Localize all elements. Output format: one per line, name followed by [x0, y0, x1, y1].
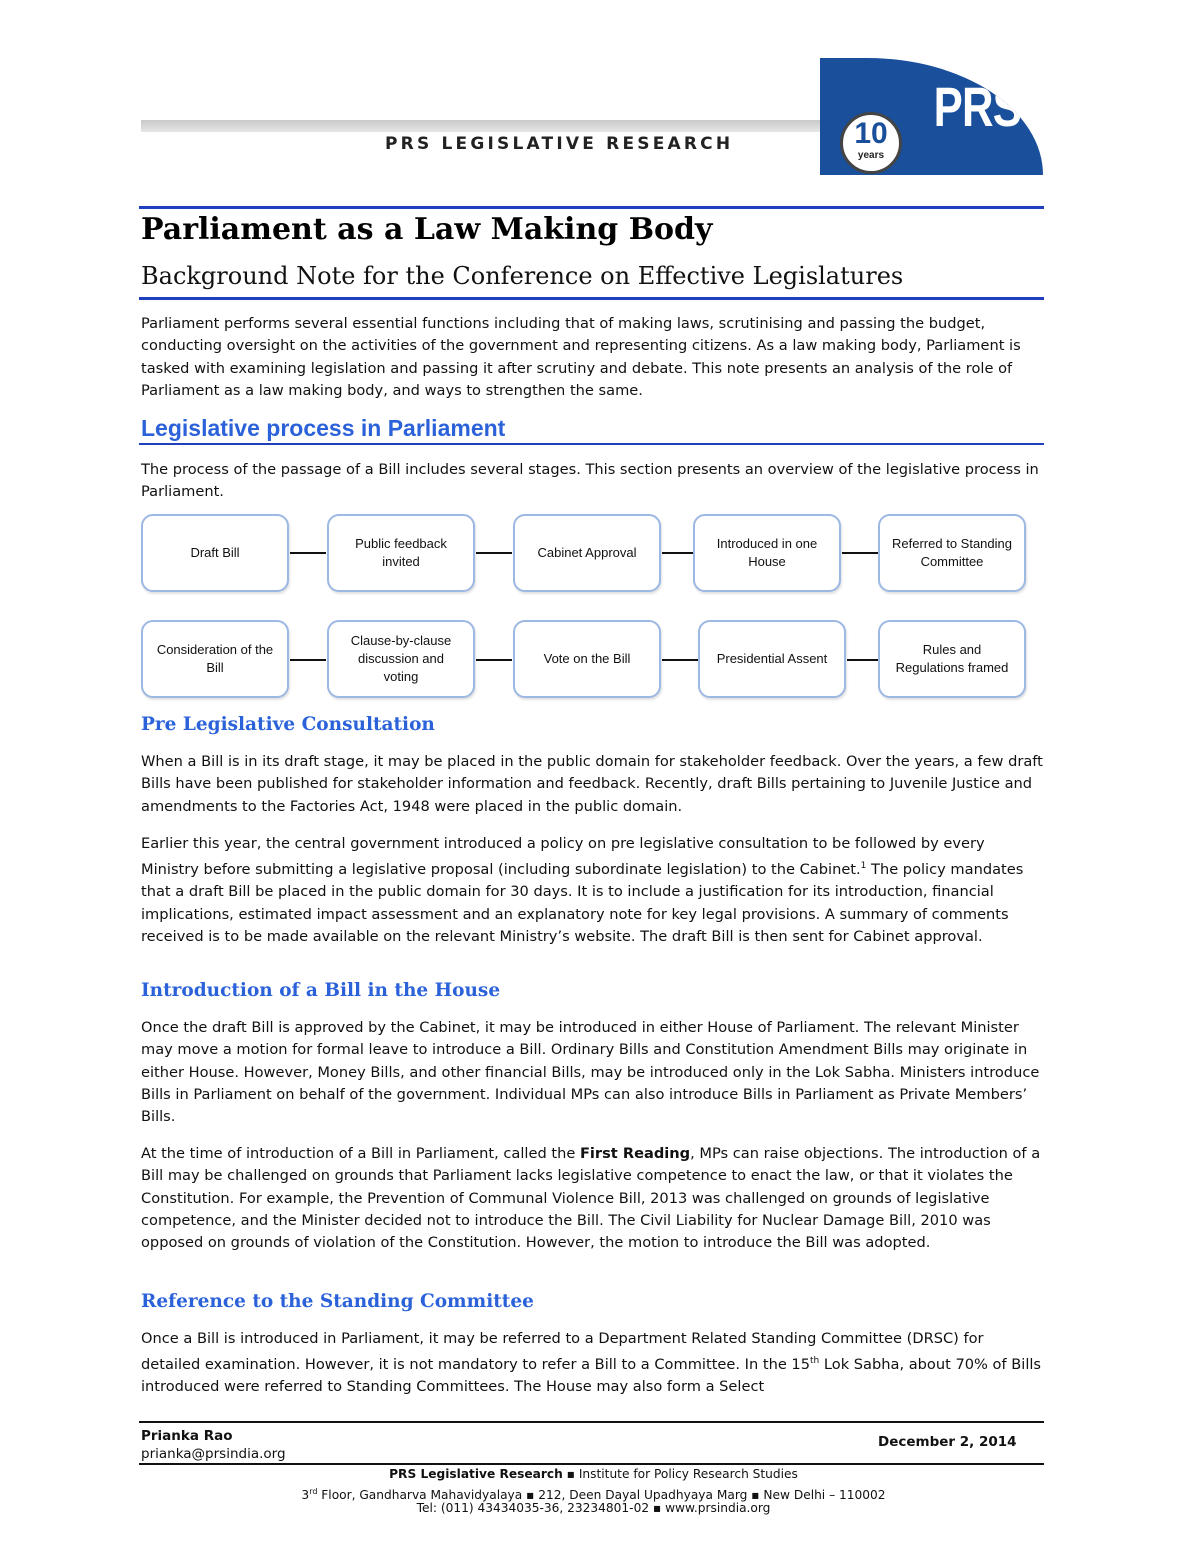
footer-address: 3rd Floor, Gandharva Mahavidyalaya ▪ 212, Deen Dayal Upadhyaya Marg ▪ New Delhi – 110002 [301, 1487, 886, 1503]
introduction-p2: At the time of introduction of a Bill in Parliament, called the First Reading, MPs can raise objections. The introduction of a Bill may be challenged on grounds that Parliament lacks legislative competence to enact the law, or that it violates the Constitution. For example, the Prevention of Communal Violence Bill, 2013 was challenged on grounds of legislative competence, and the Minister decided not to introduce the Bill. The Civil Liability for Nuclear Damage Bill, 2010 was opposed on grounds of violation of the Constitution. However, the motion to introduce the Bill was adopted. [141, 1145, 1041, 1252]
flow-connector [842, 552, 878, 554]
introduction-p1: Once the draft Bill is approved by the Cabinet, it may be introduced in either House of Parliament. The relevant Minister may move a motion for formal leave to introduce a Bill. Ordinary Bills and Constitution Amendment Bills may originate in either House. However, Money Bills, and other financial Bills, may be introduced only in the Lok Sabha. Ministers introduce Bills in Parliament on behalf of the government. Individual MPs can also introduce Bills in Parliament as Private Members’ Bills. [141, 1019, 1040, 1126]
heading-introduction: Introduction of a Bill in the House [141, 980, 501, 1001]
publication-date: December 2, 2014 [878, 1434, 1017, 1450]
author-email[interactable]: prianka@prsindia.org [141, 1446, 286, 1462]
flow-step-cabinet-approval: Cabinet Approval [513, 514, 661, 592]
flow-connector [662, 659, 698, 661]
header-bar [141, 120, 821, 132]
footnote-ref: 1 [860, 861, 867, 872]
first-reading-term: First Reading [579, 1145, 691, 1162]
flow-step-consideration: Consideration of the Bill [141, 620, 289, 698]
badge-label: years [857, 150, 885, 161]
anniversary-badge [840, 112, 902, 174]
flow-step-public-feedback: Public feedback invited [327, 514, 475, 592]
flow-step-clause-by-clause: Clause-by-clause discussion and voting [327, 620, 475, 698]
footer-contact: Tel: (011) 43434035-36, 23234801-02 ▪ www.prsindia.org [416, 1501, 771, 1515]
title-top-rule [139, 206, 1044, 209]
footer-rule-bottom [139, 1463, 1044, 1465]
intro-paragraph [141, 313, 1046, 402]
title-bottom-rule [139, 297, 1044, 300]
badge-number: 10 [854, 117, 888, 150]
flow-connector [476, 552, 512, 554]
flow-step-presidential-assent: Presidential Assent [698, 620, 846, 698]
section1-text: The process of the passage of a Bill includes several stages. This section presents an overview of the legislative process in Parliament. [141, 461, 1039, 501]
heading-pre-legislative: Pre Legislative Consultation [141, 714, 435, 735]
flow-step-introduced: Introduced in one House [693, 514, 841, 592]
page-title: Parliament as a Law Making Body [141, 212, 713, 247]
flow-step-standing-committee: Referred to Standing Committee [878, 514, 1026, 592]
page-subtitle: Background Note for the Conference on Effective Legislatures [141, 262, 904, 290]
flow-step-rules: Rules and Regulations framed [878, 620, 1026, 698]
footer-org-line: PRS Legislative Research ▪ Institute for Policy Research Studies [389, 1467, 798, 1481]
flow-connector [476, 659, 512, 661]
flow-connector [290, 552, 326, 554]
logo-text: PRS [933, 75, 1021, 138]
section-heading-legislative-process: Legislative process in Parliament [141, 415, 506, 441]
standing-committee-p1: Once a Bill is introduced in Parliament, it may be referred to a Department Related Standing Committee (DRSC) for detailed examination. However, it is not mandatory to refer a Bill to a Committee. In the 15th Lok Sabha, about 70% of Bills introduced were referred to Standing Committees. The House may also form a Select [141, 1330, 1042, 1396]
section1-paragraph [141, 459, 1046, 504]
pre-legislative-p1: When a Bill is in its draft stage, it may be placed in the public domain for stakeholder feedback. Over the years, a few draft Bills have been published for stakeholder information and feedback. Recently, draft Bills pertaining to Juvenile Justice and amendments to the Factories Act, 1948 were placed in the public domain. [141, 753, 1043, 815]
footer-rule-top [139, 1421, 1044, 1423]
brand-text: PRS LEGISLATIVE RESEARCH [385, 134, 734, 154]
flow-step-draft-bill: Draft Bill [141, 514, 289, 592]
flow-step-vote: Vote on the Bill [513, 620, 661, 698]
pre-legislative-p2: Earlier this year, the central government introduced a policy on pre legislative consultation to be followed by every Ministry before submitting a legislative proposal (including subordinate legislation) to the Cabinet.$^1$ The policy mandates that a draft Bill be placed in the public domain for 30 days. It is to include a justification for its introduction, financial implications, estimated impact assessment and an explanatory note for key legal provisions. A summary of comments received is to be made available on the relevant Ministry’s website. The draft Bill is then sent for Cabinet approval. [141, 835, 1024, 946]
heading-standing-committee: Reference to the Standing Committee [141, 1291, 534, 1312]
intro-text: Parliament performs several essential functions including that of making laws, scrutinising and passing the budget, conducting oversight on the activities of the government and representing citizens. As a law making body, Parliament is tasked with examining legislation and passing it after scrutiny and debate. This note presents an analysis of the role of Parliament as a law making body, and ways to strengthen the same. [141, 315, 1021, 399]
author-name: Prianka Rao [141, 1428, 233, 1444]
flow-connector [290, 659, 326, 661]
section-rule [139, 443, 1044, 445]
